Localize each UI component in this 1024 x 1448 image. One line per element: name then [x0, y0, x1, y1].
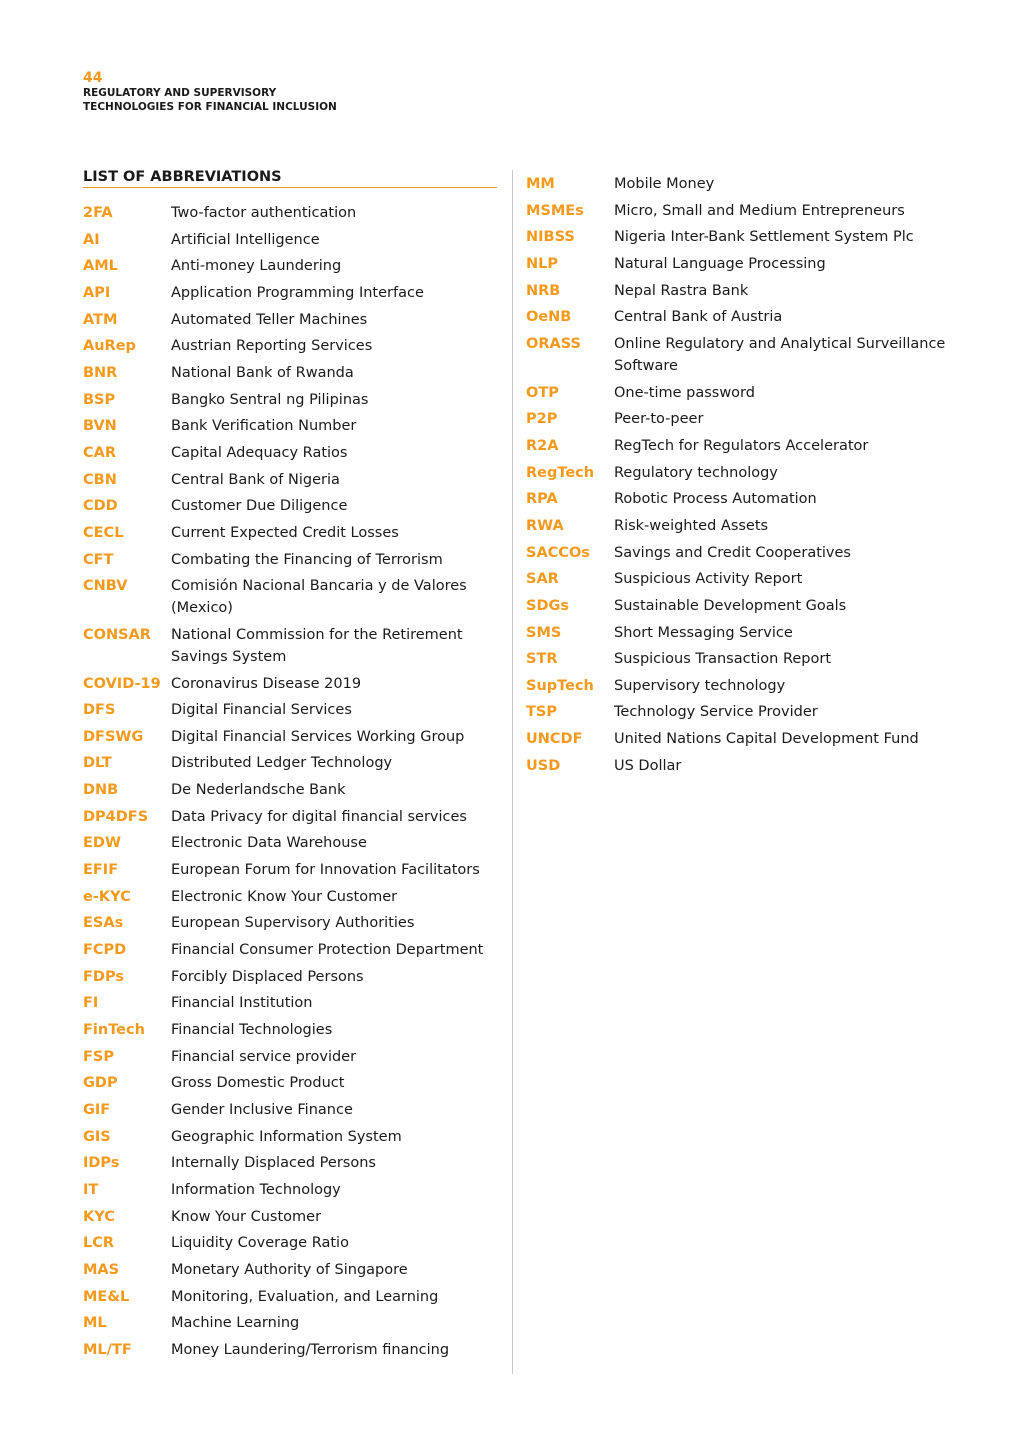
abbreviation-term: FSP: [83, 1048, 114, 1065]
abbreviation-definition: Central Bank of Nigeria: [171, 471, 340, 488]
abbreviation-definition: Digital Financial Services: [171, 702, 352, 719]
abbreviation-definition: National Bank of Rwanda: [171, 364, 354, 381]
abbreviation-term: RPA: [526, 491, 558, 508]
abbreviation-definition: Comisión Nacional Bancaria y de Valores (Mexico): [171, 578, 467, 617]
abbreviation-definition: Nigeria Inter-Bank Settlement System Plc: [614, 229, 914, 246]
abbreviation-definition: Technology Service Provider: [614, 704, 818, 721]
abbreviation-term: DNB: [83, 782, 119, 799]
abbreviation-row: [83, 832, 503, 854]
abbreviation-term: BSP: [83, 391, 116, 408]
abbreviation-definition: Risk-weighted Assets: [614, 517, 769, 534]
abbreviation-row: [83, 886, 503, 908]
abbreviation-definition: Electronic Know Your Customer: [171, 888, 398, 905]
abbreviation-row: [526, 253, 996, 275]
abbreviation-row: [83, 726, 503, 748]
abbreviation-row: [526, 280, 996, 302]
abbreviation-definition: Central Bank of Austria: [614, 309, 783, 326]
abbreviation-term: EFIF: [83, 862, 119, 879]
abbreviation-definition: Know Your Customer: [171, 1208, 322, 1225]
abbreviation-row: [83, 699, 503, 721]
abbreviation-row: [83, 752, 503, 774]
abbreviation-row: [526, 701, 996, 723]
abbreviation-definition: European Supervisory Authorities: [171, 915, 415, 932]
abbreviation-row: [83, 442, 503, 464]
abbreviation-term: ORASS: [526, 335, 581, 352]
abbreviation-definition: United Nations Capital Development Fund: [614, 731, 919, 748]
abbreviation-term: SMS: [526, 624, 562, 641]
abbreviation-definition: Artificial Intelligence: [171, 231, 320, 248]
abbreviation-row: [526, 200, 996, 222]
abbreviation-term: AuRep: [83, 338, 136, 355]
abbreviation-row: [83, 939, 503, 961]
abbreviation-row: [83, 522, 503, 544]
abbreviation-row: [83, 1206, 503, 1228]
abbreviation-term: MSMEs: [526, 202, 584, 219]
abbreviation-row: [526, 435, 996, 457]
abbreviation-term: CBN: [83, 471, 117, 488]
abbreviation-term: AML: [83, 258, 118, 275]
abbreviation-definition: Supervisory technology: [614, 677, 786, 694]
abbreviation-row: [83, 912, 503, 934]
abbreviation-definition: Monetary Authority of Singapore: [171, 1261, 408, 1278]
abbreviation-row: [83, 1046, 503, 1068]
abbreviation-row: [83, 309, 503, 331]
abbreviation-definition: Liquidity Coverage Ratio: [171, 1235, 349, 1252]
abbreviation-row: [526, 488, 996, 510]
abbreviation-row: [526, 542, 996, 564]
abbreviation-term: NRB: [526, 282, 561, 299]
abbreviation-definition: European Forum for Innovation Facilitators: [171, 862, 480, 879]
abbreviation-definition: Customer Due Diligence: [171, 498, 348, 515]
abbreviation-row: [83, 1339, 503, 1361]
abbreviation-row: [526, 675, 996, 697]
abbreviation-definition: Two-factor authentication: [171, 205, 357, 221]
abbreviation-term: LCR: [83, 1235, 115, 1252]
abbreviation-definition: Financial Consumer Protection Department: [171, 942, 484, 959]
abbreviation-term: CECL: [83, 524, 124, 541]
abbreviation-definition: Application Programming Interface: [171, 284, 424, 301]
abbreviation-definition: Natural Language Processing: [614, 255, 826, 272]
abbreviation-term: FinTech: [83, 1022, 145, 1039]
abbreviation-list-right: [526, 173, 996, 781]
abbreviation-row: [526, 462, 996, 484]
abbreviation-term: EDW: [83, 835, 121, 852]
abbreviation-term: GDP: [83, 1075, 118, 1092]
abbreviation-term: DFS: [83, 702, 116, 719]
abbreviation-term: RWA: [526, 517, 564, 534]
abbreviation-row: [83, 1179, 503, 1201]
abbreviation-row: [83, 779, 503, 801]
abbreviation-row: [526, 622, 996, 644]
abbreviation-row: [83, 673, 503, 695]
abbreviation-definition: Capital Adequacy Ratios: [171, 444, 348, 461]
abbreviation-row: [83, 806, 503, 828]
abbreviation-term: DLT: [83, 755, 112, 772]
abbreviation-definition: Electronic Data Warehouse: [171, 835, 367, 852]
abbreviation-definition: Nepal Rastra Bank: [614, 282, 749, 299]
abbreviation-row: [526, 408, 996, 430]
abbreviation-row: [83, 389, 503, 411]
abbreviation-row: [526, 333, 996, 377]
abbreviation-term: CONSAR: [83, 626, 151, 643]
abbreviation-definition: Mobile Money: [614, 176, 715, 192]
abbreviation-row: [526, 728, 996, 750]
abbreviation-term: ESAs: [83, 915, 124, 932]
abbreviation-definition: Austrian Reporting Services: [171, 338, 373, 355]
abbreviation-term: ATM: [83, 311, 118, 328]
abbreviation-row: [83, 624, 503, 668]
abbreviation-row: [83, 1286, 503, 1308]
column-divider: [512, 170, 513, 1374]
abbreviation-row: [526, 306, 996, 328]
abbreviation-definition: Gross Domestic Product: [171, 1075, 345, 1092]
abbreviation-row: [526, 755, 996, 777]
abbreviation-definition: Data Privacy for digital financial services: [171, 808, 467, 825]
abbreviation-term: OTP: [526, 384, 559, 401]
abbreviation-definition: RegTech for Regulators Accelerator: [614, 437, 869, 454]
abbreviation-term: SDGs: [526, 597, 570, 614]
abbreviation-term: SAR: [526, 571, 559, 588]
abbreviation-row: [83, 362, 503, 384]
abbreviation-definition: Machine Learning: [171, 1315, 300, 1332]
abbreviation-term: CNBV: [83, 578, 128, 595]
abbreviation-row: [83, 469, 503, 491]
section-title: LIST OF ABBREVIATIONS: [83, 168, 497, 188]
abbreviation-row: [83, 966, 503, 988]
abbreviation-term: IT: [83, 1181, 99, 1198]
abbreviation-definition: Money Laundering/Terrorism financing: [171, 1341, 450, 1358]
abbreviation-term: GIF: [83, 1102, 111, 1118]
abbreviation-definition: Financial Institution: [171, 995, 313, 1012]
abbreviation-definition: Bank Verification Number: [171, 418, 357, 435]
abbreviation-definition: Digital Financial Services Working Group: [171, 728, 465, 745]
abbreviation-row: [83, 335, 503, 357]
abbreviation-term: NIBSS: [526, 229, 575, 246]
abbreviation-term: NLP: [526, 255, 559, 272]
abbreviation-row: [526, 226, 996, 248]
abbreviation-definition: Financial service provider: [171, 1048, 357, 1065]
abbreviation-definition: Short Messaging Service: [614, 624, 793, 641]
abbreviation-definition: Micro, Small and Medium Entrepreneurs: [614, 202, 905, 219]
abbreviation-term: ME&L: [83, 1288, 130, 1305]
abbreviation-row: [83, 575, 503, 619]
abbreviation-term: MM: [526, 176, 555, 192]
abbreviation-term: R2A: [526, 437, 559, 454]
abbreviation-definition: Savings and Credit Cooperatives: [614, 544, 851, 561]
abbreviation-definition: Distributed Ledger Technology: [171, 755, 393, 772]
abbreviation-row: [526, 648, 996, 670]
abbreviation-definition: Bangko Sentral ng Pilipinas: [171, 391, 369, 408]
abbreviation-term: TSP: [526, 704, 557, 721]
abbreviation-definition: Financial Technologies: [171, 1022, 333, 1039]
abbreviation-definition: Robotic Process Automation: [614, 491, 817, 508]
abbreviation-definition: Gender Inclusive Finance: [171, 1102, 353, 1118]
abbreviation-term: DFSWG: [83, 728, 144, 745]
abbreviation-definition: Coronavirus Disease 2019: [171, 675, 362, 692]
abbreviation-definition: Peer-to-peer: [614, 411, 704, 428]
running-title-line-1: REGULATORY AND SUPERVISORY: [83, 87, 277, 99]
abbreviation-row: [83, 1152, 503, 1174]
abbreviation-term: CAR: [83, 444, 117, 461]
abbreviation-term: COVID-19: [83, 675, 161, 692]
abbreviation-definition: Sustainable Development Goals: [614, 597, 847, 614]
abbreviation-term: AI: [83, 231, 100, 248]
abbreviation-term: ML/TF: [83, 1341, 132, 1358]
abbreviation-definition: Information Technology: [171, 1181, 341, 1198]
abbreviation-definition: De Nederlandsche Bank: [171, 782, 346, 799]
abbreviation-definition: Anti-money Laundering: [171, 258, 342, 275]
abbreviation-term: FCPD: [83, 942, 127, 959]
abbreviation-row: [83, 549, 503, 571]
abbreviation-row: [83, 202, 503, 224]
abbreviation-row: [83, 282, 503, 304]
abbreviation-term: SACCOs: [526, 544, 590, 561]
abbreviation-definition: Monitoring, Evaluation, and Learning: [171, 1288, 439, 1305]
page-number: 44: [83, 70, 103, 86]
abbreviation-definition: Geographic Information System: [171, 1128, 402, 1145]
abbreviation-term: CFT: [83, 551, 114, 568]
abbreviation-definition: Suspicious Activity Report: [614, 571, 803, 588]
abbreviation-definition: Online Regulatory and Analytical Surveillance Software: [614, 335, 946, 374]
abbreviation-row: [83, 992, 503, 1014]
abbreviation-row: [83, 1019, 503, 1041]
abbreviation-term: OeNB: [526, 309, 572, 326]
abbreviation-term: USD: [526, 757, 561, 774]
abbreviation-definition: Automated Teller Machines: [171, 311, 368, 328]
abbreviation-row: [526, 382, 996, 404]
abbreviation-term: DP4DFS: [83, 808, 149, 825]
abbreviation-definition: Suspicious Transaction Report: [614, 651, 832, 668]
abbreviation-term: BNR: [83, 364, 118, 381]
page-header: [83, 70, 337, 114]
abbreviation-term: API: [83, 284, 111, 301]
abbreviation-term: BVN: [83, 418, 117, 435]
abbreviation-definition: Regulatory technology: [614, 464, 778, 481]
running-title-line-2: TECHNOLOGIES FOR FINANCIAL INCLUSION: [83, 101, 337, 113]
abbreviation-definition: Internally Displaced Persons: [171, 1155, 376, 1172]
abbreviation-row: [83, 255, 503, 277]
abbreviation-row: [83, 1072, 503, 1094]
abbreviation-term: CDD: [83, 498, 118, 515]
abbreviation-term: 2FA: [83, 205, 113, 221]
abbreviation-list-left: [83, 202, 503, 1366]
abbreviation-term: ML: [83, 1315, 107, 1332]
abbreviation-definition: National Commission for the Retirement Savings System: [171, 626, 463, 665]
abbreviation-definition: One-time password: [614, 384, 755, 401]
abbreviation-term: FI: [83, 995, 99, 1012]
abbreviation-term: IDPs: [83, 1155, 120, 1172]
abbreviation-row: [526, 568, 996, 590]
abbreviation-term: SupTech: [526, 677, 594, 694]
abbreviation-row: [83, 1232, 503, 1254]
abbreviation-term: KYC: [83, 1208, 115, 1225]
abbreviation-definition: Current Expected Credit Losses: [171, 524, 399, 541]
abbreviation-row: [526, 515, 996, 537]
abbreviation-row: [83, 1259, 503, 1281]
abbreviation-term: FDPs: [83, 968, 124, 985]
abbreviation-row: [83, 1126, 503, 1148]
abbreviation-row: [83, 1099, 503, 1121]
abbreviation-term: RegTech: [526, 464, 595, 481]
abbreviation-row: [83, 495, 503, 517]
abbreviation-term: MAS: [83, 1261, 120, 1278]
abbreviation-definition: Combating the Financing of Terrorism: [171, 551, 443, 568]
abbreviation-row: [526, 595, 996, 617]
abbreviation-definition: US Dollar: [614, 757, 682, 774]
abbreviation-term: P2P: [526, 411, 558, 428]
abbreviation-row: [83, 1312, 503, 1334]
abbreviation-row: [526, 173, 996, 195]
abbreviation-term: STR: [526, 651, 558, 668]
abbreviation-row: [83, 859, 503, 881]
abbreviation-row: [83, 415, 503, 437]
abbreviation-term: e-KYC: [83, 888, 131, 905]
abbreviation-row: [83, 229, 503, 251]
abbreviation-term: UNCDF: [526, 731, 583, 748]
abbreviation-definition: Forcibly Displaced Persons: [171, 968, 364, 985]
abbreviation-term: GIS: [83, 1128, 111, 1145]
